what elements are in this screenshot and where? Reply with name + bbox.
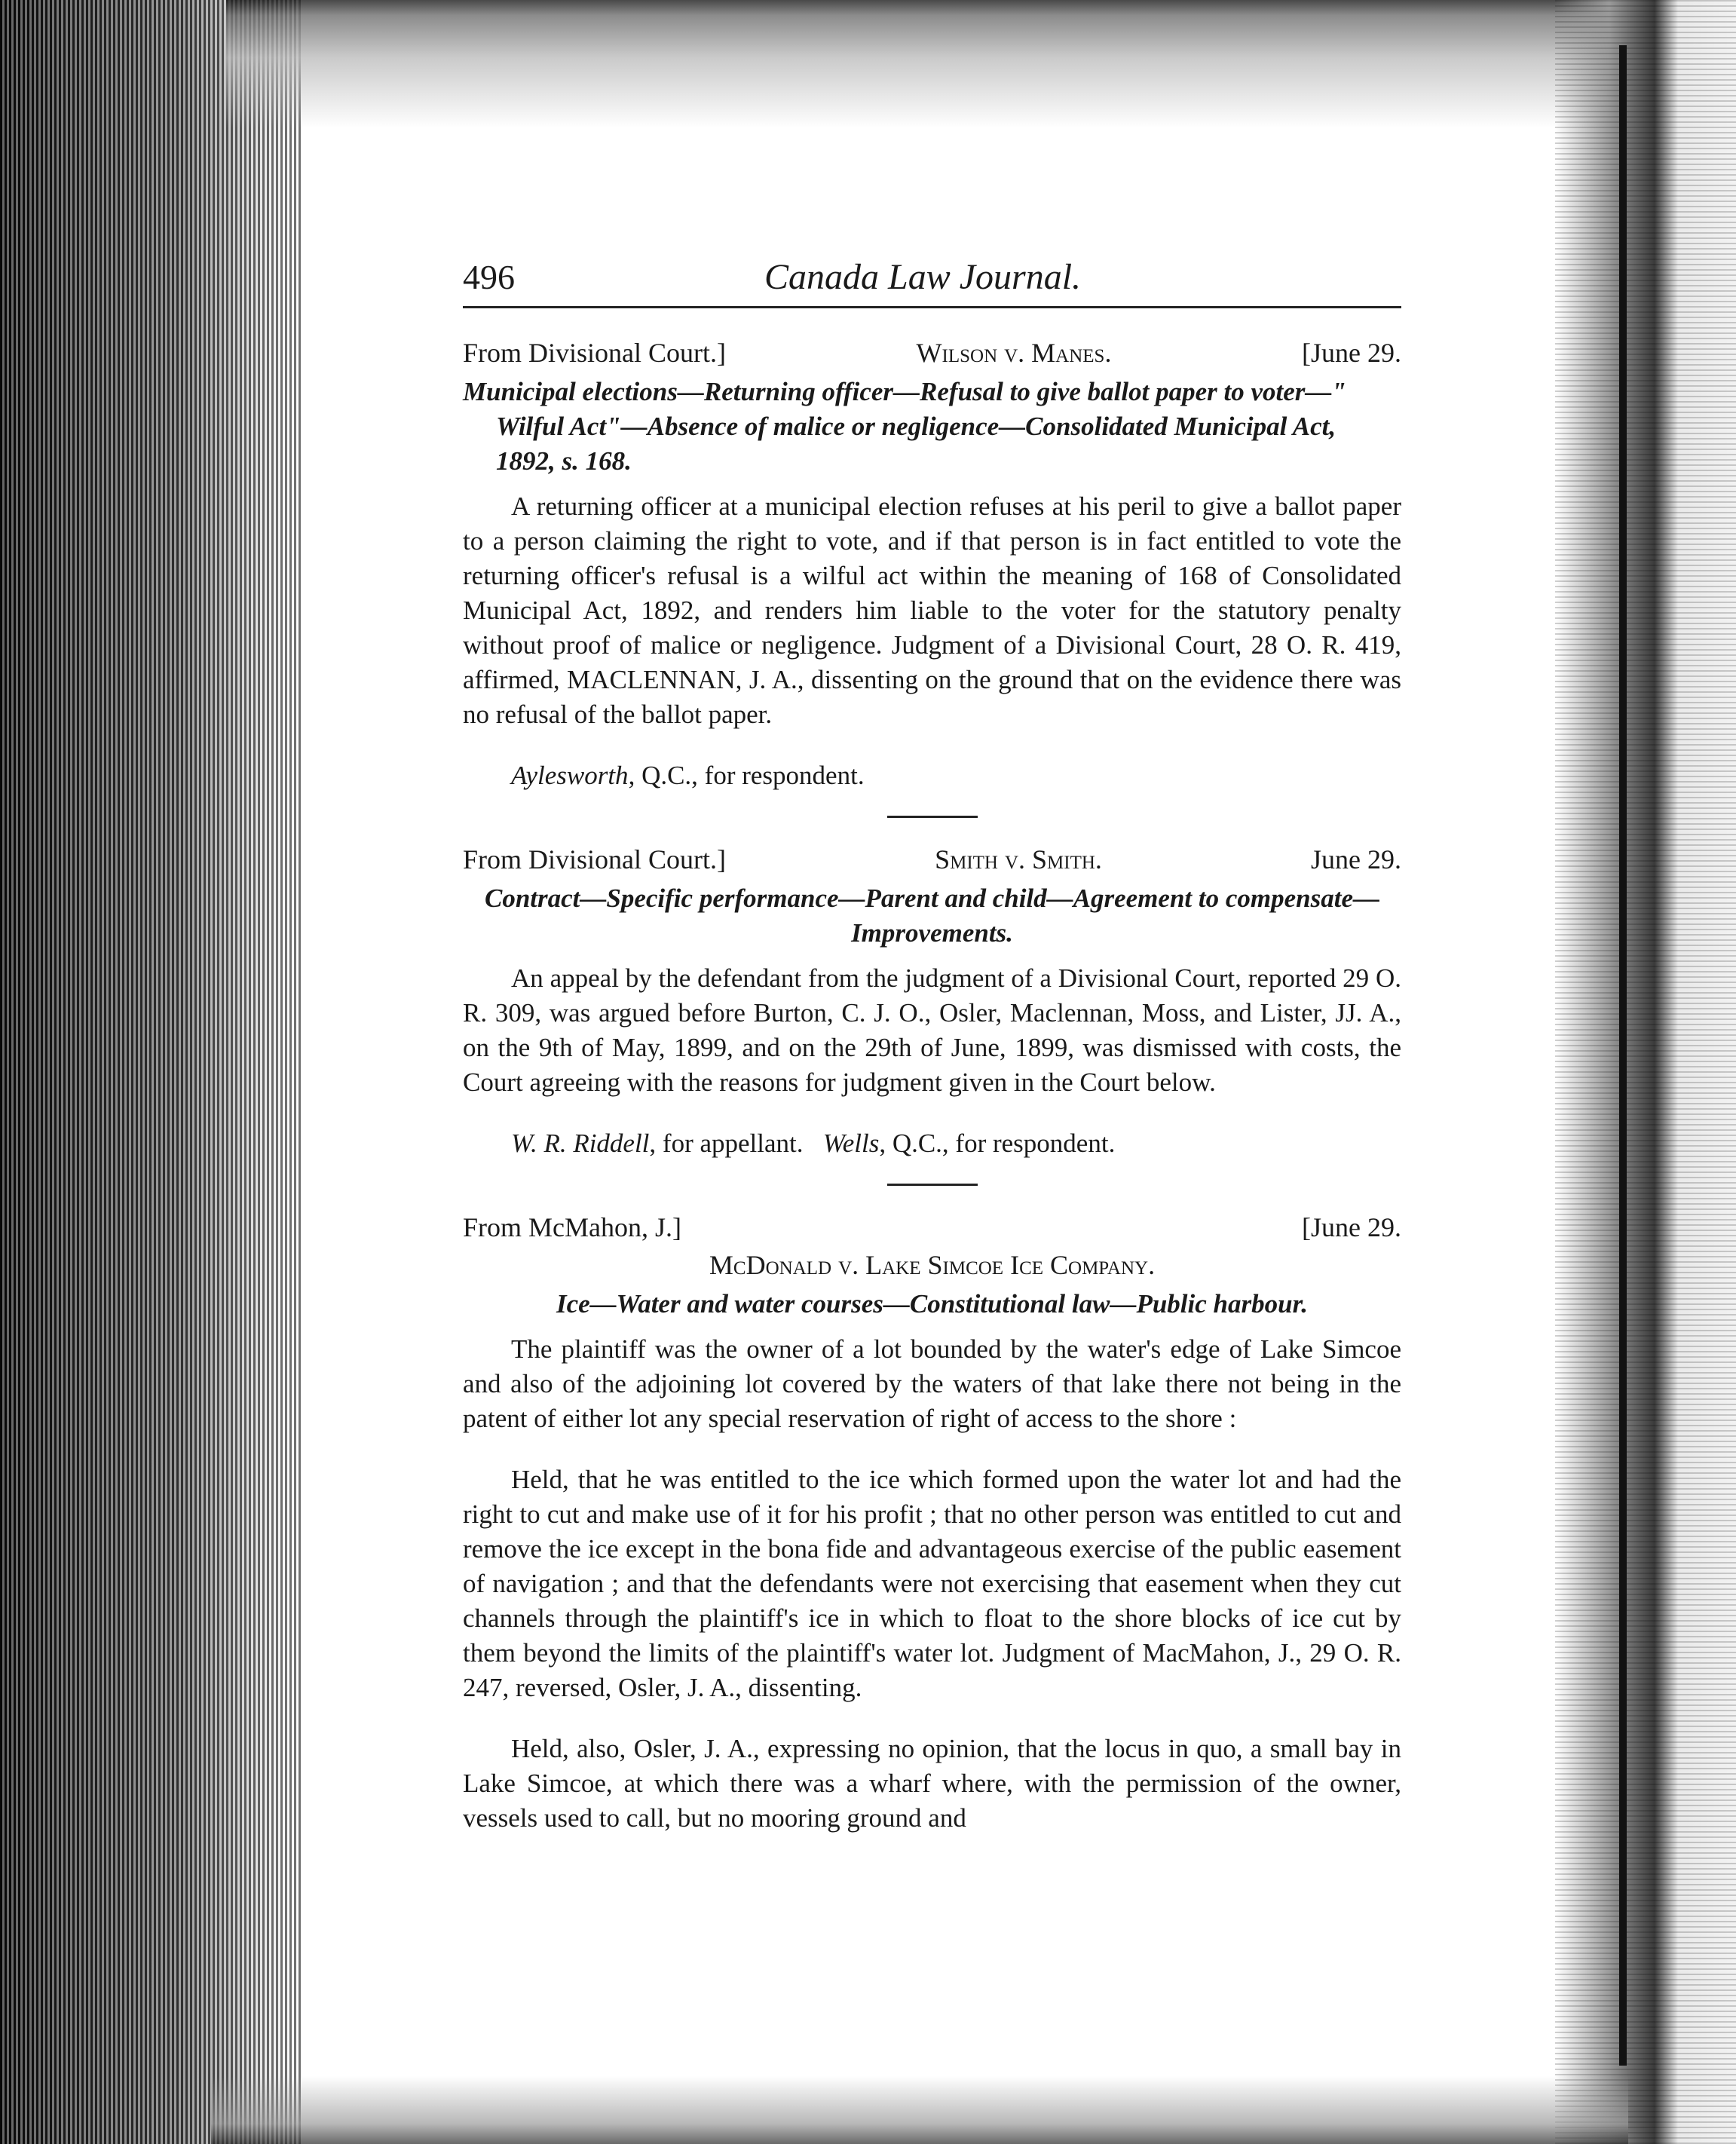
- case-counsel: [463, 1126, 1401, 1161]
- case-wilson-v-manes: [463, 334, 1401, 793]
- scan-shadow-top: [226, 0, 1658, 128]
- case-court: From Divisional Court.]: [463, 844, 726, 874]
- case-date: [June 29.: [1302, 1212, 1401, 1242]
- case-counsel: [463, 758, 1401, 793]
- case-paragraph: Held, that he was entitled to the ice which formed upon the water lot and had the right to cut and make use of it for his profit ; that no other person was entitled to cut and remove the ice except in the bona fide and advantageous exercise of the public easement of navigation ; and that the defendants were not exercising that easement when they cut channels through the plaintiff's ice in which to float to the shore blocks of ice cut by them beyond the limits of the plaintiff's water lot. Judgment of MacMahon, J., 29 O. R. 247, reversed, Osler, J. A., dissenting.: [463, 1465, 1401, 1702]
- scan-shadow-right: [1555, 0, 1736, 2144]
- case-divider: [887, 816, 978, 818]
- case-paragraph: The plaintiff was the owner of a lot bounded by the water's edge of Lake Simcoe and also of the adjoining lot covered by the waters of that lake there not being in the patent of either lot any special reservation of right of access to the shore :: [463, 1334, 1401, 1433]
- case-paragraph: An appeal by the defendant from the judgment of a Divisional Court, reported 29 O. R. 309, was argued before Burton, C. J. O., Osler, Maclennan, Moss, and Lister, JJ. A., on the 9th of May, 1899, and on the 29th of June, 1899, was dismissed with costs, the Court agreeing with the reasons for judgment given in the Court below.: [463, 963, 1401, 1097]
- case-smith-v-smith: [463, 841, 1401, 1161]
- page-number: 496: [463, 258, 515, 296]
- counsel-role: , Q.C., for respondent.: [879, 1129, 1116, 1158]
- case-heading: [463, 334, 1401, 372]
- case-date: June 29.: [1310, 844, 1401, 874]
- case-catchline: Ice—Water and water courses—Constitutional law—Public harbour.: [556, 1289, 1309, 1319]
- case-paragraph: A returning officer at a municipal election refuses at his peril to give a ballot paper to a person claiming the right to vote, and if that person is in fact entitled to vote the returning officer's refusal is a wilful act within the meaning of 168 of Consolidated Municipal Act, 1892, and renders him liable to the voter for the statutory penalty without proof of malice or negligence. Judgment of a Divisional Court, 28 O. R. 419, affirmed, MACLENNAN, J. A., dissenting on the ground that on the evidence there was no refusal of the ballot paper.: [463, 492, 1401, 729]
- counsel-role: , for appellant.: [649, 1129, 804, 1158]
- counsel-name: W. R. Riddell: [511, 1129, 650, 1158]
- scan-page-edge: [1619, 45, 1627, 2066]
- case-parties: McDonald v. Lake Simcoe Ice Company.: [709, 1250, 1156, 1280]
- case-court: From Divisional Court.]: [463, 338, 726, 368]
- case-date: [June 29.: [1302, 338, 1401, 368]
- scan-shadow-left: [0, 0, 302, 2144]
- case-parties: Wilson v. Manes.: [916, 338, 1112, 368]
- page-header: [463, 249, 1401, 308]
- journal-page: [463, 249, 1401, 1862]
- counsel-name: Aylesworth: [511, 761, 629, 790]
- case-parties: Smith v. Smith.: [935, 844, 1102, 874]
- counsel-role: , Q.C., for respondent.: [628, 761, 865, 790]
- case-divider: [887, 1184, 978, 1186]
- case-catchline: Contract—Specific performance—Parent and child—Agreement to compensate—Improvements.: [484, 884, 1379, 948]
- journal-title: Canada Law Journal.: [764, 257, 1082, 297]
- case-catchline: Municipal elections—Returning officer—Refusal to give ballot paper to voter—" Wilful Act"—Absence of malice or negligence—Consolidated Municipal Act, 1892, s. 168.: [463, 377, 1346, 476]
- case-heading: [463, 1208, 1401, 1246]
- case-heading: [463, 841, 1401, 878]
- case-mcdonald-v-lake-simcoe-ice: [463, 1208, 1401, 1836]
- case-paragraph: Held, also, Osler, J. A., expressing no opinion, that the locus in quo, a small bay in Lake Simcoe, at which there was a wharf where, with the permission of the owner, vessels used to call, but no mooring ground and: [463, 1734, 1401, 1833]
- case-court: From McMahon, J.]: [463, 1212, 681, 1242]
- scan-shadow-bottom: [211, 2076, 1628, 2144]
- counsel-name: Wells: [822, 1129, 880, 1158]
